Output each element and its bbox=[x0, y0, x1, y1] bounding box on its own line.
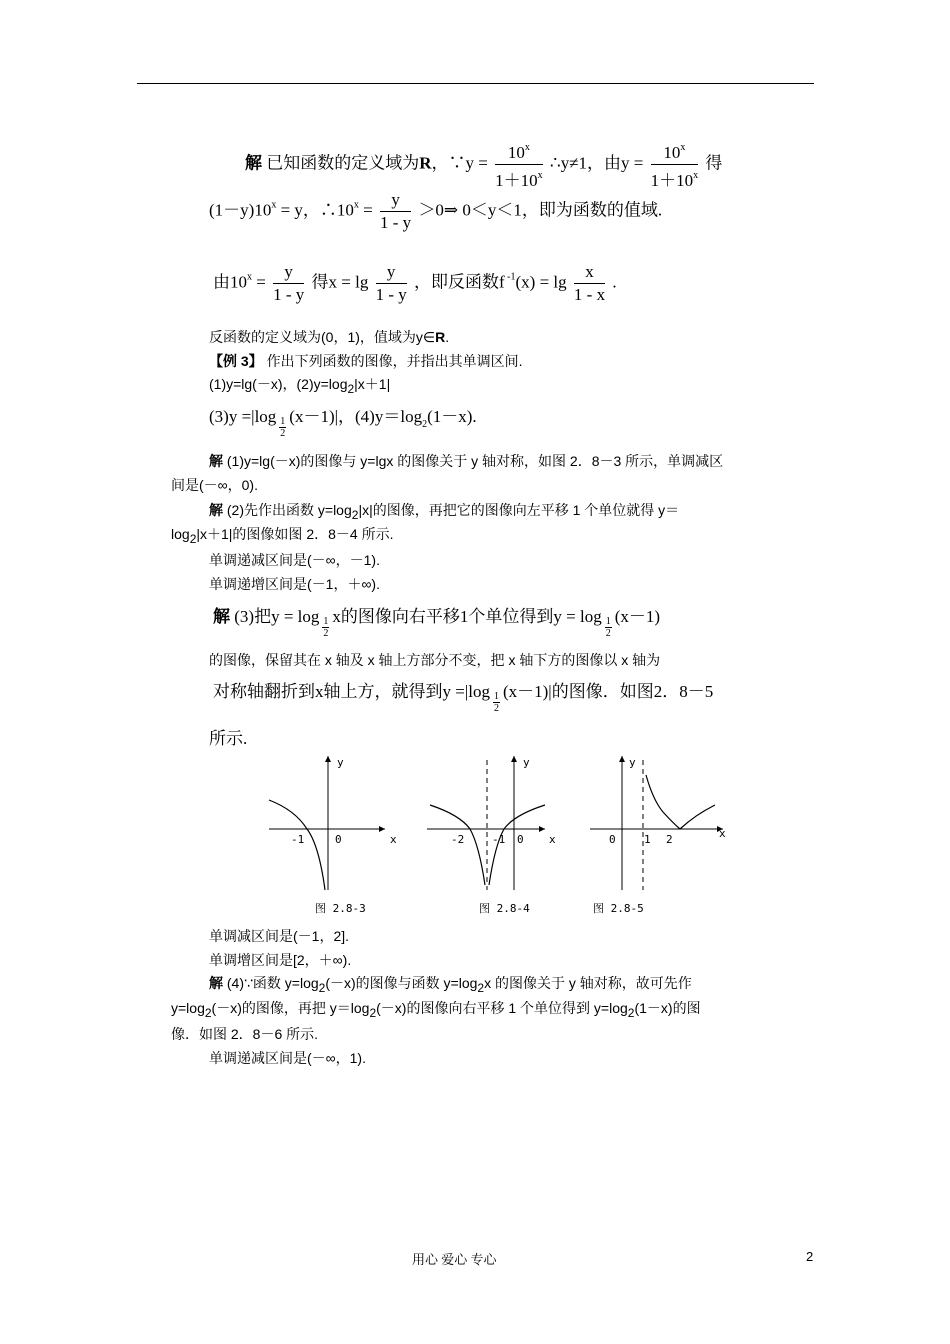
text-line-01: 反函数的定义域为(0，1)，值域为y∈R. bbox=[209, 329, 450, 345]
tick-label: 1 bbox=[644, 833, 651, 846]
text-line-06: 解 (2)先作出函数 y=log2|x|的图像，再把它的图像向左平移 1 个单位就得 y＝ bbox=[209, 502, 680, 522]
text-line-14: 解 (4)∵函数 y=log2(－x)的图像与函数 y=log2x 的图像关于 y 轴对称，故可先作 bbox=[209, 975, 692, 995]
math-line-2: $(1-y)10^x = y$，$\therefore 10^x$ = $\frac{y}{1 - y}$ ＞0⇒ 0＜y＜1，即为函数的值域. bbox=[209, 190, 663, 232]
tick-label: 0 bbox=[335, 833, 342, 846]
y-axis-label: y bbox=[629, 756, 636, 769]
math-line-1: 解 已知函数的定义域为R，∵y = $\frac{10^x}{1+10^x}$ ∴y≠1，由y = $\frac{10^x}{1+10^x}$ 得 bbox=[245, 138, 722, 191]
y-axis-label: y bbox=[337, 756, 344, 769]
text-line-07: log2|x＋1|的图像如图 2．8－4 所示. bbox=[171, 526, 394, 546]
text-line-04: 解 (1)y=lg(－x)的图像与 y=lgx 的图像关于 y 轴对称，如图 2．8－3 所示，单调减区 bbox=[209, 453, 724, 469]
x-axis-label: x bbox=[549, 833, 556, 846]
text-line-16: 像．如图 2．8－6 所示. bbox=[171, 1026, 319, 1042]
fraction-10x-over-1plus10x-2: $\frac{10^x}{1+10^x}$ bbox=[651, 138, 699, 191]
x-axis-label: x bbox=[390, 833, 397, 846]
text-line-15: y=log2(－x)的图像，再把 y＝log2(－x)的图像向右平移 1 个单位得到 y=log2(1－x)的图 bbox=[171, 1000, 701, 1020]
figure-caption: 图 2.8-3 bbox=[315, 902, 366, 915]
text-line-17: 单调递减区间是(－∞，1). bbox=[209, 1050, 366, 1066]
y-axis-label: y bbox=[523, 756, 530, 769]
page-number: 2 bbox=[806, 1249, 814, 1264]
text-line-10: 的图像，保留其在 x 轴及 x 轴上方部分不变，把 x 轴下方的图像以 x 轴为 bbox=[209, 652, 661, 668]
figure-caption: 图 2.8-5 bbox=[593, 902, 644, 915]
tick-label: -1 bbox=[291, 833, 305, 846]
text-line-08: 单调递减区间是(－∞，－1). bbox=[209, 552, 380, 568]
fraction-y-over-1-y-2: $\frac{y}{1 - y}$ bbox=[273, 262, 305, 304]
math-line-5: 解 (3)把y = log $\frac{1}{2}$ x的图像向右平移1个单位得到y = log $\frac{1}{2}$ (x－1) bbox=[213, 607, 661, 639]
fraction-half: $\frac{1}{2}$ bbox=[280, 416, 286, 439]
figures bbox=[255, 750, 745, 920]
fraction-y-over-1-y-3: $\frac{y}{1 - y}$ bbox=[375, 262, 407, 304]
figure-2-8-5 bbox=[590, 756, 726, 915]
figure-caption: 图 2.8-4 bbox=[479, 902, 530, 915]
tick-label: 0 bbox=[609, 833, 616, 846]
tick-label: -2 bbox=[451, 833, 465, 846]
text-line-13: 单调增区间是[2，＋∞). bbox=[209, 952, 352, 968]
text-line-02: 【例 3】 作出下列函数的图像，并指出其单调区间. bbox=[209, 353, 523, 369]
figure-2-8-4 bbox=[427, 756, 556, 915]
tick-label: 0 bbox=[517, 833, 524, 846]
tick-label: -1 bbox=[492, 833, 506, 846]
fraction-y-over-1-y: $\frac{y}{1 - y}$ bbox=[380, 190, 412, 232]
text-line-09: 单调递增区间是(－1，＋∞). bbox=[209, 576, 380, 592]
math-line-4: (3)y =|log $\frac{1}{2}$ (x－1)|，$(4)y=\log_2(1-x)$. bbox=[209, 407, 477, 439]
x-axis-label: x bbox=[719, 827, 726, 840]
text-line-05: 间是(－∞，0). bbox=[171, 477, 258, 493]
text-line-12: 单调减区间是(－1，2]. bbox=[209, 928, 350, 944]
math-line-6: 对称轴翻折到x轴上方，就得到y =|log $\frac{1}{2}$ (x－1)|的图像．如图2．8－5 bbox=[213, 682, 714, 714]
text-line-03: (1)y=lg(－x)，(2)y=log2|x＋1| bbox=[209, 376, 391, 396]
figure-2-8-3 bbox=[269, 756, 397, 915]
text-line-11: 所示. bbox=[209, 729, 248, 748]
fraction-10x-over-1plus10x: $\frac{10^x}{1+10^x}$ bbox=[495, 138, 543, 191]
footer-motto: 用心 爱心 专心 bbox=[412, 1252, 497, 1267]
curve-abs-log-half bbox=[646, 775, 715, 829]
header-rule bbox=[137, 83, 814, 84]
math-line-3: 由$10^x$ = $\frac{y}{1 - y}$ 得x = lg $\frac{y}{1 - y}$ ，即反函数f $^{-1}$(x) = lg $\frac{x}{1 - x}$ . bbox=[213, 262, 617, 304]
fraction-x-over-1-x: $\frac{x}{1 - x}$ bbox=[573, 262, 606, 304]
tick-label: 2 bbox=[666, 833, 673, 846]
